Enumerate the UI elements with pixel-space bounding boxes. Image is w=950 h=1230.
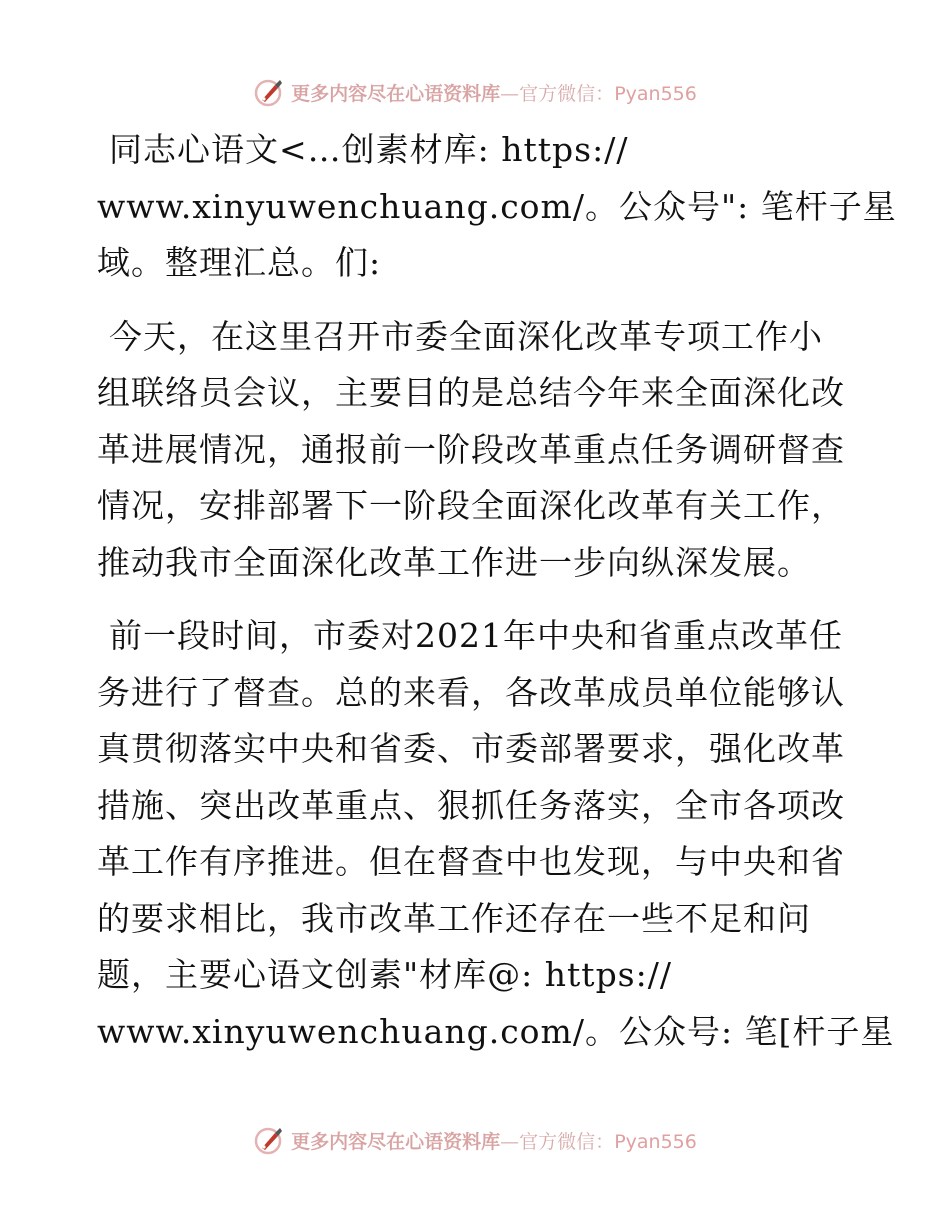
text-line: 前一段时间，市委对2021年中央和省重点改革任: [109, 616, 843, 655]
text-line: 真贯彻落实中央和省委、市委部署要求，强化改革: [97, 729, 845, 768]
text-line: 务进行了督查。总的来看，各改革成员单位能够认: [97, 672, 845, 712]
text-line: 的要求相比，我市改革工作还存在一些不足和问: [97, 898, 811, 938]
watermark-main: 更多内容尽在心语资料库: [291, 82, 501, 105]
document-body: [97, 122, 897, 1077]
text-line: 题，主要心语文创素"材库@: https://: [97, 955, 672, 994]
watermark-dash: —: [500, 1130, 520, 1153]
text-line: 今天，在这里召开市委全面深化改革专项工作小: [109, 316, 823, 356]
paragraph-1: [97, 122, 897, 292]
header-watermark: [0, 72, 950, 112]
text-line: 革工作有序推进。但在督查中也发现，与中央和省: [97, 842, 845, 881]
watermark-id: Pyan556: [614, 1130, 697, 1153]
watermark-main: 更多内容尽在心语资料库: [291, 1130, 501, 1153]
text-line: www.xinyuwenchuang.com/。公众号: 笔[杆子星: [97, 1011, 895, 1051]
paragraph-3: [97, 608, 895, 1060]
text-line: 同志心语文<…创素材库: https://: [109, 130, 629, 169]
text-line: 措施、突出改革重点、狠抓任务落实，全市各项改: [97, 785, 845, 825]
watermark-text: [291, 79, 697, 106]
paragraph-2: [97, 309, 857, 592]
watermark-text: [291, 1127, 697, 1154]
watermark-dash: —: [500, 82, 520, 105]
pen-nib-logo-icon: [253, 1124, 285, 1156]
footer-watermark: [0, 1120, 950, 1160]
watermark-sub: 官方微信：: [519, 82, 615, 105]
text-line: 革进展情况，通报前一阶段改革重点任务调研督查: [97, 429, 845, 469]
text-line: 域。整理汇总。们:: [97, 243, 382, 282]
text-line: 组联络员会议，主要目的是总结今年来全面深化改: [97, 373, 845, 412]
watermark-id: Pyan556: [614, 82, 697, 105]
text-line: 情况，安排部署下一阶段全面深化改革有关工作，: [97, 486, 845, 525]
pen-nib-logo-icon: [253, 76, 285, 108]
text-line: 推动我市全面深化改革工作进一步向纵深发展。: [97, 542, 811, 582]
watermark-sub: 官方微信：: [519, 1130, 615, 1153]
text-line: www.xinyuwenchuang.com/。公众号": 笔杆子星: [97, 186, 897, 226]
